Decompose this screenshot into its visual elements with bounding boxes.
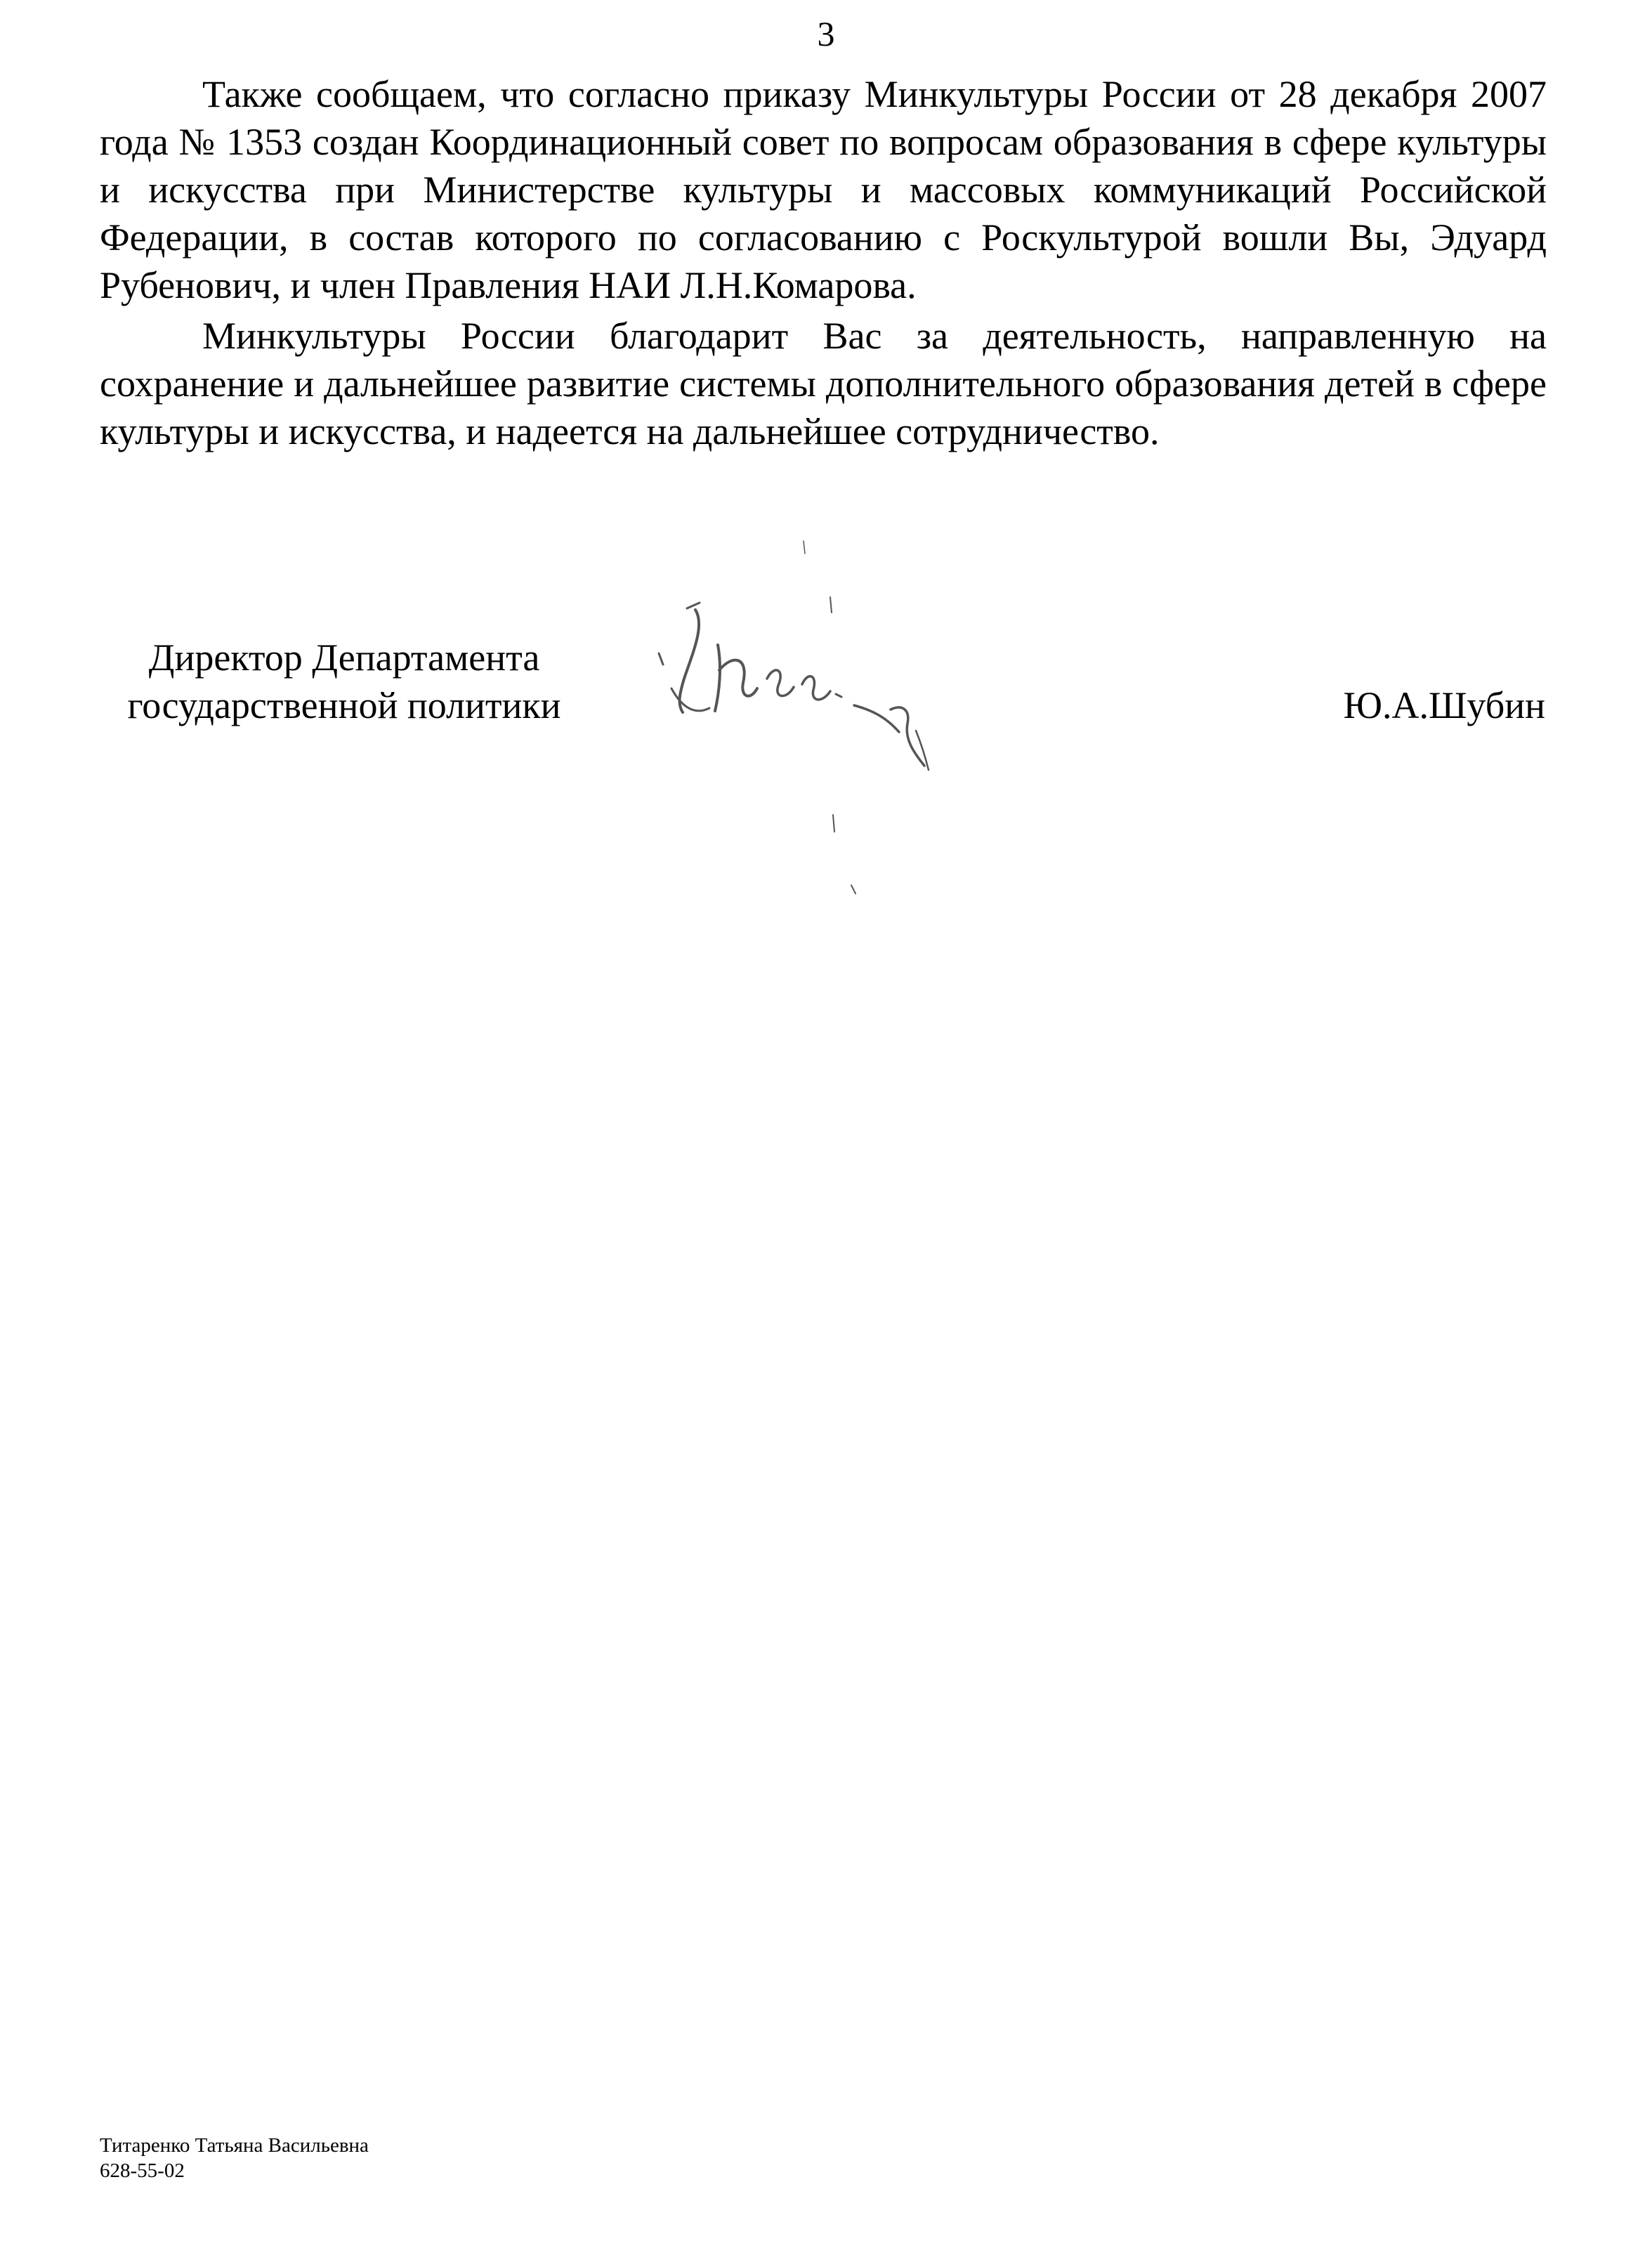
paragraph-coordination-council: Также сообщаем, что согласно приказу Минкультуры России от 28 декабря 2007 года № 1353 создан Координационный совет по вопросам образования в сфере культуры и искусства при Министерстве культуры и массовых коммуникаций Российской Федерации, в состав которого по согласованию с Роскультурой вошли Вы, Эдуард Рубенович, и член Правления НАИ Л.Н.Комарова. — [100, 73, 1547, 306]
executor-info — [100, 2133, 369, 2183]
executor-phone: 628-55-02 — [100, 2159, 185, 2182]
signer-position-line-2: государственной политики — [127, 684, 561, 726]
signer-name: Ю.А.Шубин — [1343, 684, 1545, 726]
signer-position-line-1: Директор Департамента — [148, 636, 540, 679]
executor-name: Титаренко Татьяна Васильевна — [100, 2134, 369, 2157]
letter-body — [100, 70, 1547, 458]
page-number: 3 — [817, 14, 835, 53]
paragraph-gratitude: Минкультуры России благодарит Вас за деятельность, направленную на сохранение и дальнейшее развитие системы дополнительного образования детей в сфере культуры и искусства, и надеется на дальнейшее сотрудничество. — [100, 315, 1547, 452]
signer-position — [98, 634, 590, 729]
handwritten-signature — [646, 520, 1138, 913]
